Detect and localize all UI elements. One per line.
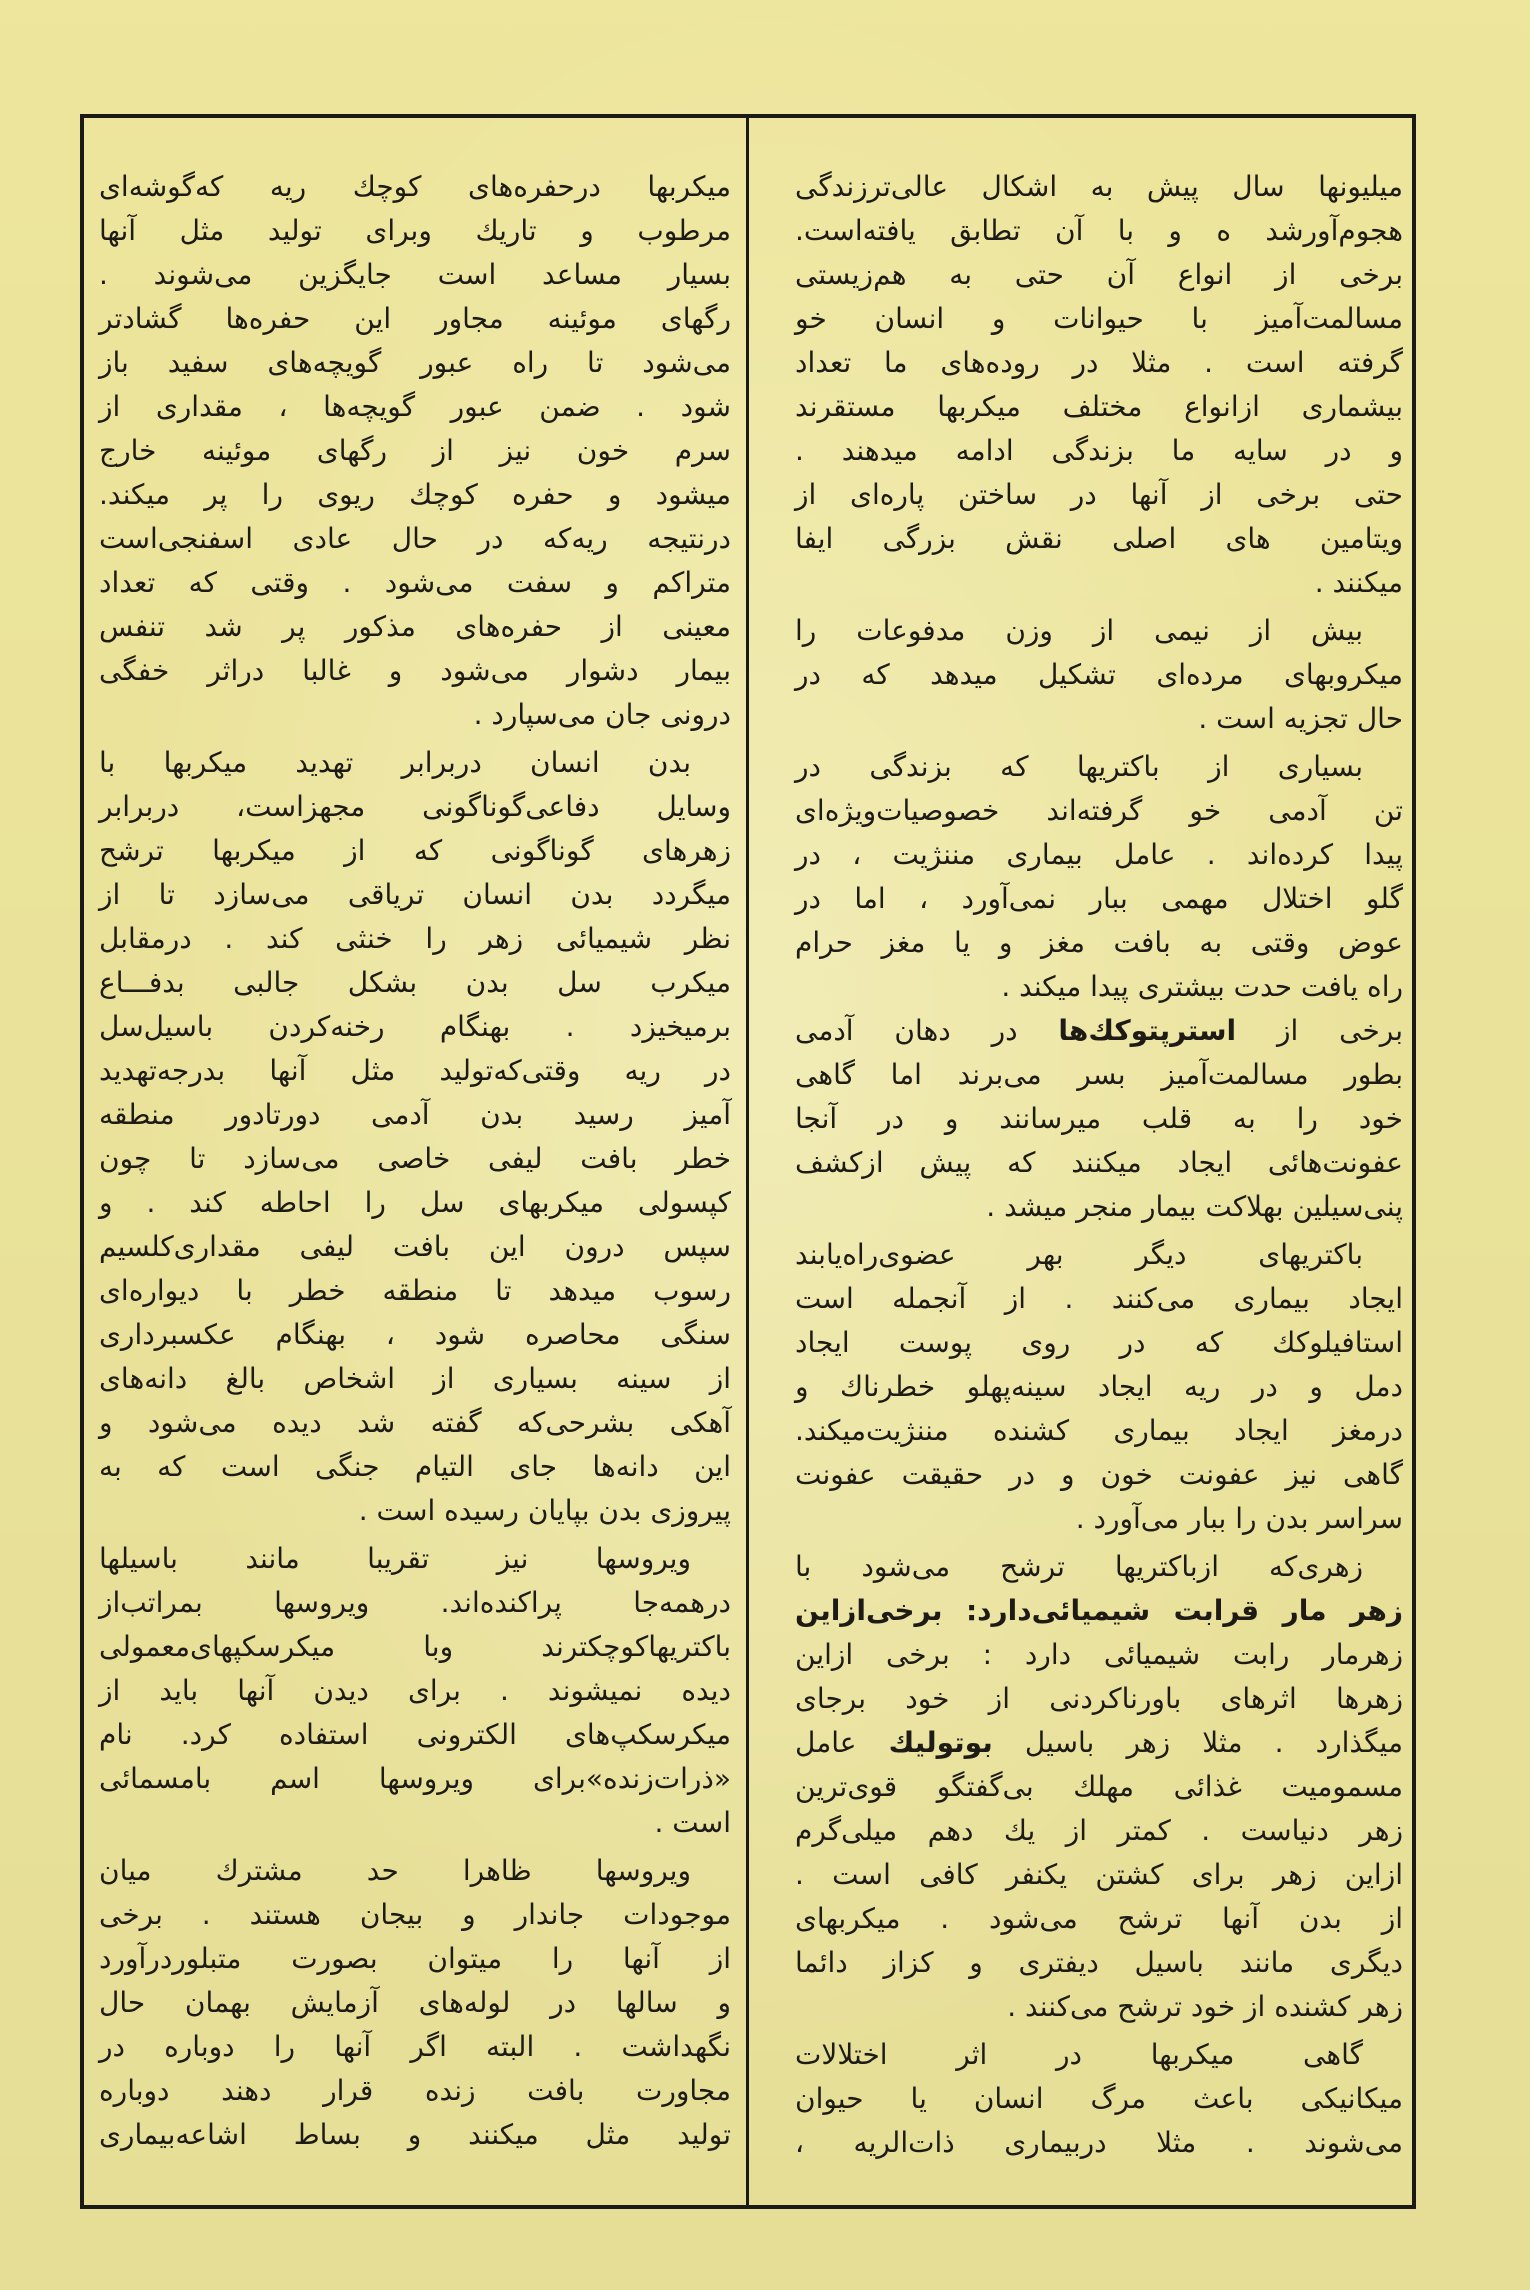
text-line: میلیونها سال پیش به اشکال عالی‌ترزندگی (795, 170, 1403, 203)
text-line: نگهداشت . البته اگر آنها را دوباره در (99, 2030, 731, 2063)
text-line: خود را به قلب میرسانند و در آنجا (795, 1102, 1403, 1135)
text-line: می‌شوند . مثلا دربیماری ذات‌الریه ، (795, 2126, 1403, 2159)
text-run: میگذارد . مثلا زهر باسیل (992, 1726, 1404, 1759)
paragraph (795, 745, 1403, 1009)
text-line: از آنها را میتوان بصورت متبلوردرآورد (99, 1942, 731, 1975)
text-line: شود . ضمن عبور گویچه‌ها ، مقداری از (99, 390, 731, 423)
text-line (795, 1721, 1403, 1765)
text-line: حتی برخی از آنها در ساختن پاره‌ای از (795, 478, 1403, 511)
text-line: برمیخیزد . بهنگام رخنه‌کردن باسیل‌سل (99, 1010, 731, 1043)
text-line: در ریه وقتی‌که‌تولید مثل آنها بدرجه‌تهدید (99, 1054, 731, 1087)
text-line: گاهی میکربها در اثر اختلالات (795, 2038, 1363, 2071)
text-line: درونی جان می‌سپارد . (473, 698, 731, 731)
text-line: میکروبهای مرده‌ای تشکیل میدهد که در (795, 658, 1403, 691)
text-line: نظر شیمیائی زهر را خنثی کند . درمقابل (99, 922, 731, 955)
text-line: ویروسها نیز تقریبا مانند باسیلها (99, 1542, 691, 1575)
text-line: است . (654, 1806, 731, 1839)
text-line: زهری‌که ازباکتریها ترشح می‌شود با (795, 1550, 1363, 1583)
bold-term: استرپتوکك‌ها (1058, 1014, 1237, 1047)
text-line: راه یافت حدت بیشتری پیدا میکند . (1001, 970, 1403, 1003)
text-line: سرم خون نیز از رگهای موئینه خارج (99, 434, 731, 467)
text-line: میکربها درحفره‌های کوچك ریه که‌گوشه‌ای (99, 170, 731, 203)
text-line: بیمار دشوار می‌شود و غالبا دراثر خفگی (99, 654, 731, 687)
text-line: و سالها در لوله‌های آزمایش بهمان حال (99, 1986, 731, 2019)
text-line: مرطوب و تاریك وبرای تولید مثل آنها (99, 214, 731, 247)
text-line: حال تجزیه است . (1198, 702, 1403, 735)
text-line: رسوب میدهد تا منطقه خطر با دیواره‌ای (99, 1274, 731, 1307)
text-line: میگردد بدن انسان تریاقی می‌سازد تا از (99, 878, 731, 911)
text-line: زهر دنیاست . کمتر از یك دهم میلی‌گرم (795, 1814, 1403, 1847)
text-line: مجاورت بافت زنده قرار دهند دوباره (99, 2074, 731, 2107)
text-line: تن آدمی خو گرفته‌اند خصوصیات‌ویژه‌ای (795, 794, 1403, 827)
text-line: می‌شود تا راه عبور گویچه‌های سفید باز (99, 346, 731, 379)
text-line: رگهای موئینه مجاور این حفره‌ها گشادتر (99, 302, 731, 335)
column-divider (746, 116, 749, 2207)
text-line: دمل و در ریه ایجاد سینه‌پهلو خطرناك و (795, 1370, 1403, 1403)
right-column (795, 165, 1403, 2165)
text-line: «ذرات‌زنده»برای ویروسها اسم بامسمائی (99, 1762, 731, 1795)
paragraph (99, 165, 731, 737)
text-line: و در سایه ما بزندگی ادامه میدهند . (795, 434, 1403, 467)
text-run: عامل (795, 1726, 889, 1759)
text-line: میکرسکپ‌های الکترونی استفاده کرد. نام (99, 1718, 731, 1751)
text-run: برخی از (1236, 1014, 1403, 1047)
text-line: برخی از انواع آن حتی به هم‌زیستی (795, 258, 1403, 291)
text-line: مسمومیت غذائی مهلك بی‌گفتگو قوی‌ترین (795, 1770, 1403, 1803)
paragraph (795, 1233, 1403, 1541)
text-line: گلو اختلال مهمی ببار نمی‌آورد ، اما در (795, 882, 1403, 915)
text-line: متراکم و سفت می‌شود . وقتی که تعداد (99, 566, 731, 599)
text-line: سنگی محاصره شود ، بهنگام عکسبرداری (99, 1318, 731, 1351)
text-line: این دانه‌ها جای التیام جنگی است که به (99, 1450, 731, 1483)
text-line: زهر کشنده از خود ترشح می‌کنند . (1007, 1990, 1403, 2023)
text-line: عفونت‌هائی ایجاد میکنند که پیش ازکشف (795, 1146, 1403, 1179)
text-line: بسیار مساعد است جایگزین می‌شوند . (99, 258, 731, 291)
text-line: وسایل دفاعی‌گوناگونی مجهزاست، دربرابر (99, 790, 731, 823)
text-line: درهمه‌جا پراکنده‌اند. ویروسها بمراتب‌از (99, 1586, 731, 1619)
text-line: مسالمت‌آمیز با حیوانات و انسان خو (795, 302, 1403, 335)
paragraph (795, 1545, 1403, 2029)
text-line: از سینه بسیاری از اشخاص بالغ دانه‌های (99, 1362, 731, 1395)
paragraph (795, 1009, 1403, 1229)
text-line: استافیلوکك که در روی پوست ایجاد (795, 1326, 1403, 1359)
text-line: میکرب سل بدن بشکل جالبی بدفـــاع (99, 966, 731, 999)
text-line: درنتیجه ریه‌که در حال عادی اسفنجی‌است (99, 522, 731, 555)
text-line: بیش از نیمی از وزن مدفوعات را (795, 614, 1363, 647)
text-line: ویتامین های اصلی نقش بزرگی ایفا (795, 522, 1403, 555)
text-line: هجوم‌آورشد ه و با آن تطابق یافته‌است. (795, 214, 1403, 247)
text-line: آمیز رسید بدن آدمی دورتادور منطقه (99, 1098, 731, 1131)
text-line: بسیاری از باکتریها که بزندگی در (795, 750, 1363, 783)
text-line: ازاین زهر برای کشتن یکنفر کافی است . (795, 1858, 1403, 1891)
text-line: عوض وقتی به بافت مغز و یا مغز حرام (795, 926, 1403, 959)
text-line: بیشماری ازانواع مختلف میکربها مستقرند (795, 390, 1403, 423)
paragraph (99, 741, 731, 1533)
text-line: معینی از حفره‌های مذکور پر شد تنفس (99, 610, 731, 643)
text-line: دیده نمیشوند . برای دیدن آنها باید از (99, 1674, 731, 1707)
text-line: گاهی نیز عفونت خون و در حقیقت عفونت (795, 1458, 1403, 1491)
paragraph (795, 2033, 1403, 2165)
text-line: کپسولی میکربهای سل را احاطه کند . و (99, 1186, 731, 1219)
text-line: میکنند . (1314, 566, 1403, 599)
text-line: زهرها اثرهای باورناکردنی از خود برجای (795, 1682, 1403, 1715)
text-line: تولید مثل میکنند و بساط اشاعه‌بیماری (99, 2118, 731, 2151)
text-line: پنی‌سیلین بهلاکت بیمار منجر میشد . (986, 1190, 1403, 1223)
text-line: پیروزی بدن بپایان رسیده است . (358, 1494, 731, 1527)
text-line: از بدن آنها ترشح می‌شود . میکربهای (795, 1902, 1403, 1935)
text-line: میکانیکی باعث مرگ انسان یا حیوان (795, 2082, 1403, 2115)
text-line: ایجاد بیماری می‌کنند . از آنجمله است (795, 1282, 1403, 1315)
paragraph (795, 609, 1403, 741)
text-line: باکتریهای دیگر بهر عضوی‌راه‌یابند (795, 1238, 1363, 1271)
text-line: موجودات جاندار و بیجان هستند . برخی (99, 1898, 731, 1931)
text-line: باکتریهاکوچکترند وبا میکرسکپهای‌معمولی (99, 1630, 731, 1663)
text-line: بطور مسالمت‌آمیز بسر می‌برند اما گاهی (795, 1058, 1403, 1091)
paragraph (99, 1537, 731, 1845)
paragraph (99, 1849, 731, 2157)
bold-term: بوتولیك (888, 1726, 993, 1759)
text-line: دیگری مانند باسیل دیفتری و کزاز دائما (795, 1946, 1403, 1979)
text-line: بدن انسان دربرابر تهدید میکربها با (99, 746, 691, 779)
text-line: ویروسها ظاهرا حد مشترك میان (99, 1854, 691, 1887)
bold-term: زهر مار قرابت شیمیائی‌دارد: برخی‌ازاین (795, 1594, 1403, 1627)
text-line: سپس درون این بافت لیفی مقداری‌کلسیم (99, 1230, 731, 1263)
text-line: پیدا کرده‌اند . عامل بیماری مننژیت ، در (795, 838, 1403, 871)
text-line (795, 1589, 1403, 1633)
left-column (99, 165, 731, 2157)
text-line: آهکی بشرحی‌که گفته شد دیده می‌شود و (99, 1406, 731, 1439)
text-line: زهرمار رابت شیمیائی دارد : برخی ازاین (795, 1638, 1403, 1671)
text-line: سراسر بدن را ببار می‌آورد . (1075, 1502, 1403, 1535)
text-line: میشود و حفره کوچك ریوی را پر میکند. (99, 478, 731, 511)
text-run: در دهان آدمی (795, 1014, 1059, 1047)
text-line: زهرهای گوناگونی که از میکربها ترشح (99, 834, 731, 867)
text-line (795, 1009, 1403, 1053)
text-line: خطر بافت لیفی خاصی می‌سازد تا چون (99, 1142, 731, 1175)
text-line: گرفته است . مثلا در روده‌های ما تعداد (795, 346, 1403, 379)
text-line: درمغز ایجاد بیماری کشنده مننژیت‌میکند. (795, 1414, 1403, 1447)
paragraph (795, 165, 1403, 605)
